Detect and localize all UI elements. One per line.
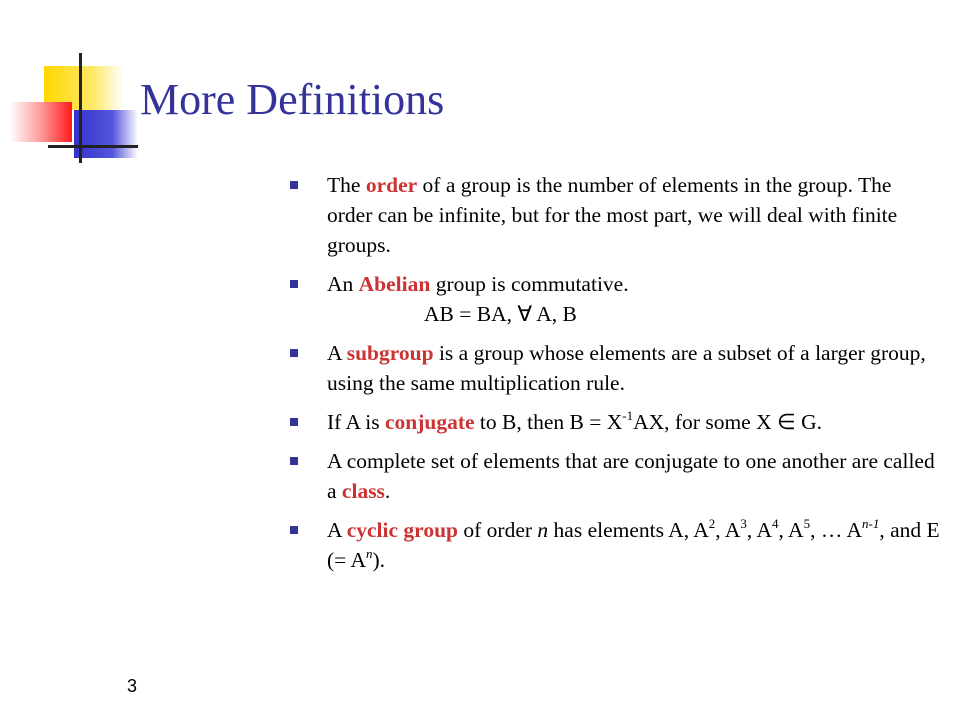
superscript-n: n [366, 546, 373, 561]
keyword-subgroup: subgroup [346, 341, 434, 365]
superscript [862, 516, 879, 531]
keyword-order: order [365, 173, 418, 197]
bullet-marker [290, 418, 298, 426]
superscript: 2 [708, 516, 716, 531]
bullet-text: is a group whose elements are a subset of a larger group, using the same multiplication rule. [327, 341, 926, 395]
bullet-text: to B, then B = X [474, 410, 623, 434]
page-number: 3 [127, 676, 138, 696]
commutativity-formula: AB = BA, ∀ A, B [424, 302, 577, 326]
slide-title: More Definitions [140, 75, 445, 124]
bullet-text: has elements A, A [548, 518, 709, 542]
bullet-order [290, 170, 940, 260]
deco-horizontal-line [48, 145, 138, 148]
keyword-abelian: Abelian [358, 272, 431, 296]
bullet-marker [290, 349, 298, 357]
bullet-text: A complete set of elements that are conjugate to one another are called a [327, 449, 935, 503]
bullet-text: , A [715, 518, 741, 542]
superscript: 5 [803, 516, 811, 531]
keyword-conjugate: conjugate [384, 410, 475, 434]
bullet-cyclic-group [290, 515, 940, 575]
bullet-text: , A [778, 518, 804, 542]
bullet-abelian [290, 269, 940, 329]
bullet-text: An [327, 272, 359, 296]
bullet-text: , and E (= A [327, 518, 940, 572]
superscript: 3 [740, 516, 747, 531]
deco-red-square [10, 102, 72, 142]
variable-n: n [537, 518, 549, 542]
bullet-text: . [384, 479, 391, 503]
bullet-text: of order [458, 518, 538, 542]
bullet-text: , … A [810, 518, 863, 542]
bullet-text: group is commutative. [430, 272, 629, 296]
bullet-text: A [327, 518, 347, 542]
bullet-marker [290, 457, 298, 465]
bullet-text: of a group is the number of elements in the group. The order can be infinite, but for the most part, we will deal with finite groups. [327, 173, 898, 257]
keyword-class: class [341, 479, 385, 503]
bullet-subgroup [290, 338, 940, 398]
bullet-class [290, 446, 940, 506]
bullet-text: , A [746, 518, 772, 542]
bullet-text: If A is [327, 410, 385, 434]
deco-blue-square [74, 110, 138, 158]
bullet-text: A [327, 341, 347, 365]
superscript-n-minus-1: n-1 [862, 516, 880, 531]
superscript: 4 [771, 516, 779, 531]
bullet-marker [290, 280, 298, 288]
bullet-text: ). [372, 548, 386, 572]
bullet-text: The [327, 173, 366, 197]
superscript: -1 [622, 408, 634, 423]
slide-decoration [0, 0, 140, 170]
keyword-cyclic-group: cyclic group [346, 518, 458, 542]
bullet-conjugate [290, 407, 940, 437]
bullet-marker [290, 181, 298, 189]
bullet-marker [290, 526, 298, 534]
bullet-list [290, 170, 940, 584]
bullet-text: AX, for some X ∈ G. [633, 410, 822, 434]
